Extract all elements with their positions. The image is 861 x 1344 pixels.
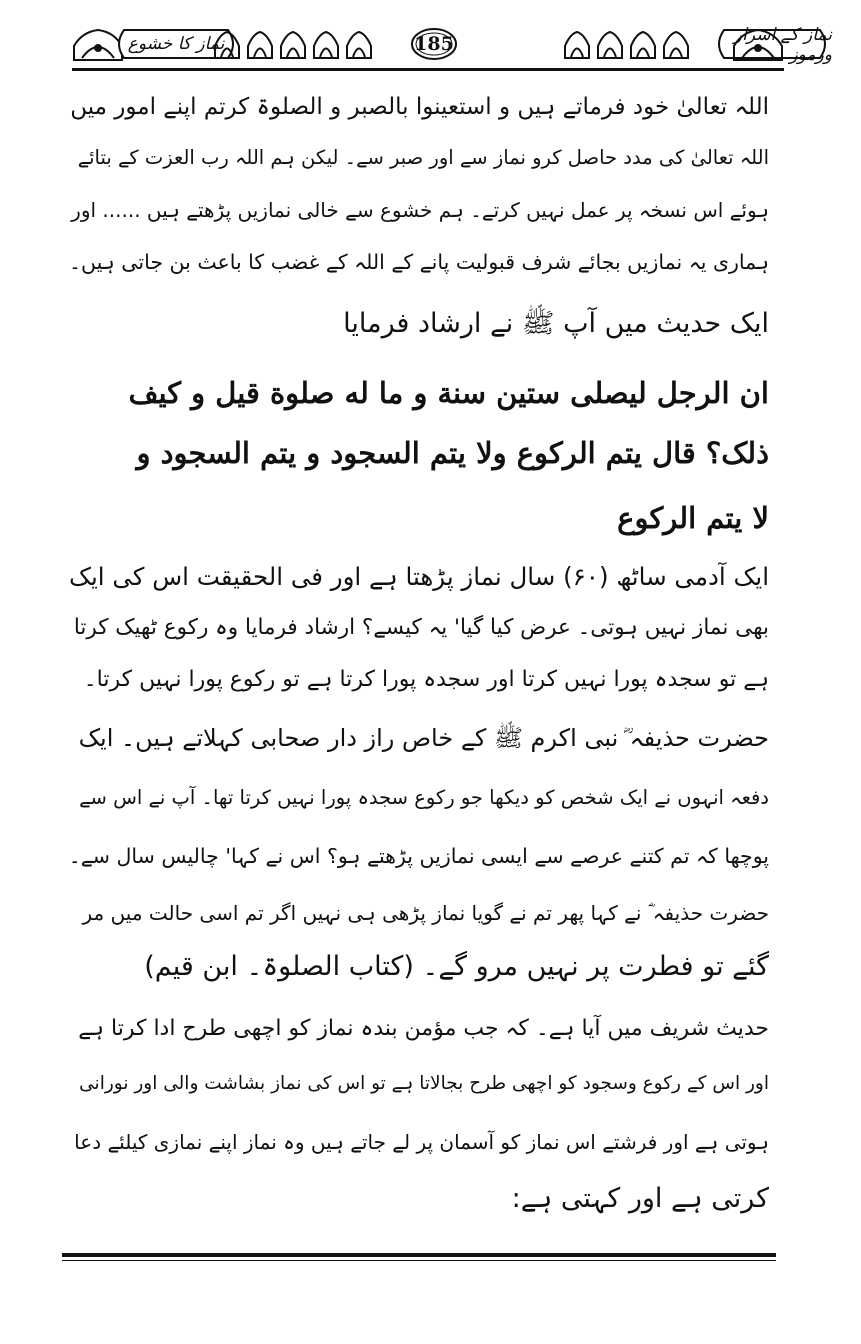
arabic-hadith-line: لا یتم الرکوع [617, 501, 769, 535]
floral-ornament-icon [245, 30, 275, 60]
floral-ornament-icon [562, 30, 592, 60]
floral-ornament-icon [278, 30, 308, 60]
text-line: دفعہ انہوں نے ایک شخص کو دیکھا جو رکوع سجدہ پورا نہیں کرتا تھا۔ آپ نے اس سے [79, 786, 769, 809]
floral-ornament-icon [311, 30, 341, 60]
section-title: نماز کا خشوع [127, 34, 225, 54]
arabic-hadith-line: ان الرجل لیصلی ستین سنة و ما له صلوة قیل و کیف [128, 376, 769, 410]
floral-ornament-icon [212, 30, 242, 60]
header-ornament-row [562, 22, 691, 68]
text-line: حضرت حذیفہ ؓ نبی اکرم ﷺ کے خاص راز دار صحابی کہلاتے ہیں۔ ایک [78, 724, 769, 752]
text-line: اللہ تعالیٰ خود فرماتے ہیں و استعینوا بالصبر و الصلوۃ کرتم اپنے امور میں [70, 94, 769, 120]
footer-divider-thin [62, 1260, 776, 1261]
floral-ornament-icon [628, 30, 658, 60]
page-header [72, 22, 832, 68]
text-line: حدیث شریف میں آیا ہے۔ کہ جب مؤمن بندہ نماز کو اچھی طرح ادا کرتا ہے [78, 1016, 769, 1041]
header-ornament-row [212, 22, 374, 68]
text-line: گئے تو فطرت پر نہیں مرو گے۔ (کتاب الصلوۃ۔ ابن قیم) [144, 951, 769, 982]
text-line: ہوئے اس نسخہ پر عمل نہیں کرتے۔ ہم خشوع سے خالی نمازیں پڑھتے ہیں ...... اور [71, 198, 769, 222]
text-line: ایک حدیث میں آپ ﷺ نے ارشاد فرمایا [343, 308, 769, 339]
corner-ornament-icon [732, 28, 784, 62]
footer-divider [62, 1253, 776, 1257]
text-line: اللہ تعالیٰ کی مدد حاصل کرو نماز سے اور صبر سے۔ لیکن ہم اللہ رب العزت کے بتائے [77, 146, 769, 169]
book-title: نماز کے اسرار ورموز [733, 24, 832, 65]
text-line: ہماری یہ نمازیں بجائے شرف قبولیت پانے کے اللہ کے غضب کا باعث بن جاتی ہیں۔ [68, 250, 769, 274]
text-line: ایک آدمی ساٹھ (۶۰) سال نماز پڑھتا ہے اور فی الحقیقت اس کی ایک [69, 562, 769, 591]
floral-ornament-icon [661, 30, 691, 60]
text-line: کرتی ہے اور کہتی ہے: [511, 1183, 769, 1214]
text-line: بھی نماز نہیں ہوتی۔ عرض کیا گیا' یہ کیسے؟ ارشاد فرمایا وہ رکوع ٹھیک کرتا [73, 615, 769, 640]
text-line: ہوتی ہے اور فرشتے اس نماز کو آسمان پر لے جاتے ہیں وہ نماز اپنے نمازی کیلئے دعا [74, 1130, 769, 1154]
floral-ornament-icon [595, 30, 625, 60]
arabic-hadith-line: ذلک؟ قال یتم الرکوع ولا یتم السجود و یتم السجود و [136, 436, 769, 470]
page-number: 185 [414, 33, 454, 55]
text-line: ہے تو سجدہ پورا نہیں کرتا اور سجدہ پورا کرتا ہے تو رکوع پورا نہیں کرتا۔ [83, 667, 769, 692]
text-line: حضرت حذیفہ ؓ نے کہا پھر تم نے گویا نماز پڑھی ہی نہیں اگر تم اسی حالت میں مر [82, 901, 769, 925]
floral-ornament-icon [344, 30, 374, 60]
header-divider [72, 68, 784, 71]
text-line: اور اس کے رکوع وسجود کو اچھی طرح بجالاتا ہے تو اس کی نماز بشاشت والی اور نورانی [79, 1073, 769, 1094]
text-line: پوچھا کہ تم کتنے عرصے سے ایسی نمازیں پڑھتے ہو؟ اس نے کہا' چالیس سال سے۔ [68, 844, 769, 868]
page-number-medallion [410, 26, 458, 62]
